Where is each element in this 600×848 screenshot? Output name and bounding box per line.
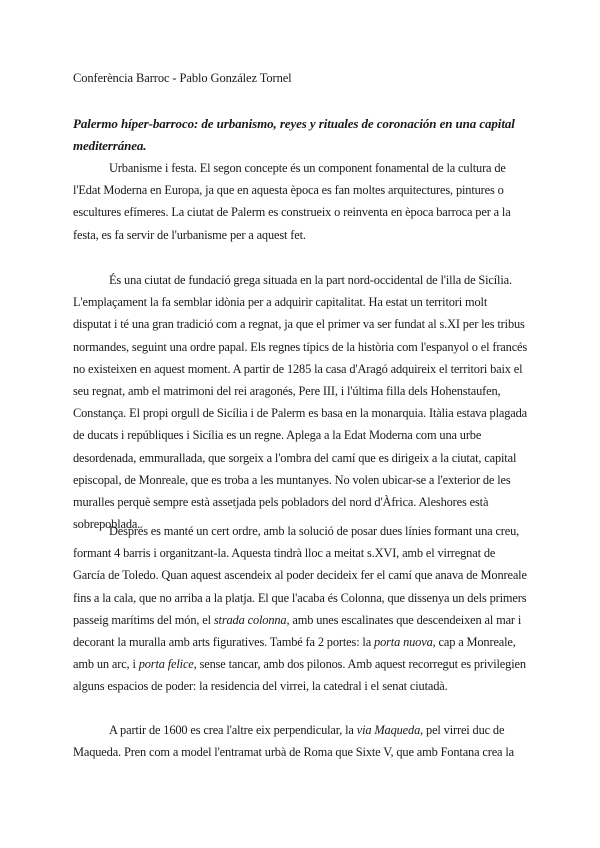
paragraph-text: És una ciutat de fundació grega situada en la part nord-occidental de l'illa de Sicília. L'emplaçament la fa semblar idònia per a adquirir capitalitat. Ha estat un territori molt disputat i té una gran tradició com a regnat, ja que el primer va ser fundat al s.XI per les tribus normandes, seguint una ordre papal. Els regnes típics de la història com l'espanyol o el francés no existeixen en aquest moment. A partir de 1285 la casa d'Aragó adquireix el territori baix el seu regnat, amb el matrimoni del rei aragonés, Pere III, i l'última filla dels Hohenstaufen, Constança. El propi orgull de Sicília i de Palerm es basa en la monarquia. Itàlia estava plagada de ducats i repúbliques i Sicília es un regne. Aplega a la Edat Moderna com una urbe desordenada, emmurallada, que sorgeix a l'ombra del camí que es dirigeix a la ciutat, capital episcopal, de Monreale, que es troba a les muntanyes. No volen ubicar-se a l'exterior de les muralles perquè sempre està assetjada pels pobladors del nord d'Àfrica. Aleshores està sobrepoblada. — [73, 273, 528, 532]
paragraph-text: , cap a Monreale, amb un arc, i — [73, 635, 516, 672]
paragraph — [73, 520, 528, 698]
paragraph-text: Urbanisme i festa. El segon concepte és un component fonamental de la cultura de l'Edat Moderna en Europa, ja que en aquesta època es fan moltes arquitectures, pintures o escultures efímeres. La ciutat de Palerm es construeix o reinventa en època barroca per a la festa, es fa servir de l'urbanisme per a aquest fet. — [73, 161, 511, 242]
paragraph-text: , sense tancar, amb dos pilonos. Amb aquest recorregut es privilegien alguns espacios de poder: la residencia del virrei, la catedral i el senat ciutadà. — [73, 657, 526, 694]
paragraph — [73, 719, 528, 763]
paragraph-text: , pel virrei duc de Maqueda. Pren com a model l'entramat urbà de Roma que Sixte V, que amb Fontana crea la — [73, 723, 514, 760]
paragraph-text: A partir de 1600 es crea l'altre eix perpendicular, la — [109, 723, 357, 737]
italic-text: porta nuova — [374, 635, 433, 650]
document-header: Conferència Barroc - Pablo González Tornel — [73, 71, 292, 85]
italic-text: via Maqueda — [356, 723, 421, 737]
paragraph — [73, 269, 528, 535]
italic-text: strada colonna — [213, 612, 287, 627]
document-title: Palermo híper-barroco: de urbanismo, reyes y rituales de coronación en una capital mediterránea. — [73, 116, 515, 153]
paragraph-text: Després es manté un cert ordre, amb la solució de posar dues línies formant una creu, formant 4 barris i organitzant-la. Aquesta tindrà lloc a meitat s.XVI, amb el virregnat de García de Toledo. Quan aquest ascendeix al poder decideix fer el camí que anava de Monreale fins a la cala, que no arriba a la platja. El que l'acaba és Colonna, que dissenya un dels primers passeig marítims del món, el — [73, 524, 527, 627]
italic-text: porta felice — [138, 657, 194, 672]
paragraph — [73, 157, 528, 246]
paragraph-text: , amb unes escalinates que descendeixen al mar i decorant la muralla amb arts figuratives. També fa 2 portes: la — [73, 612, 522, 650]
